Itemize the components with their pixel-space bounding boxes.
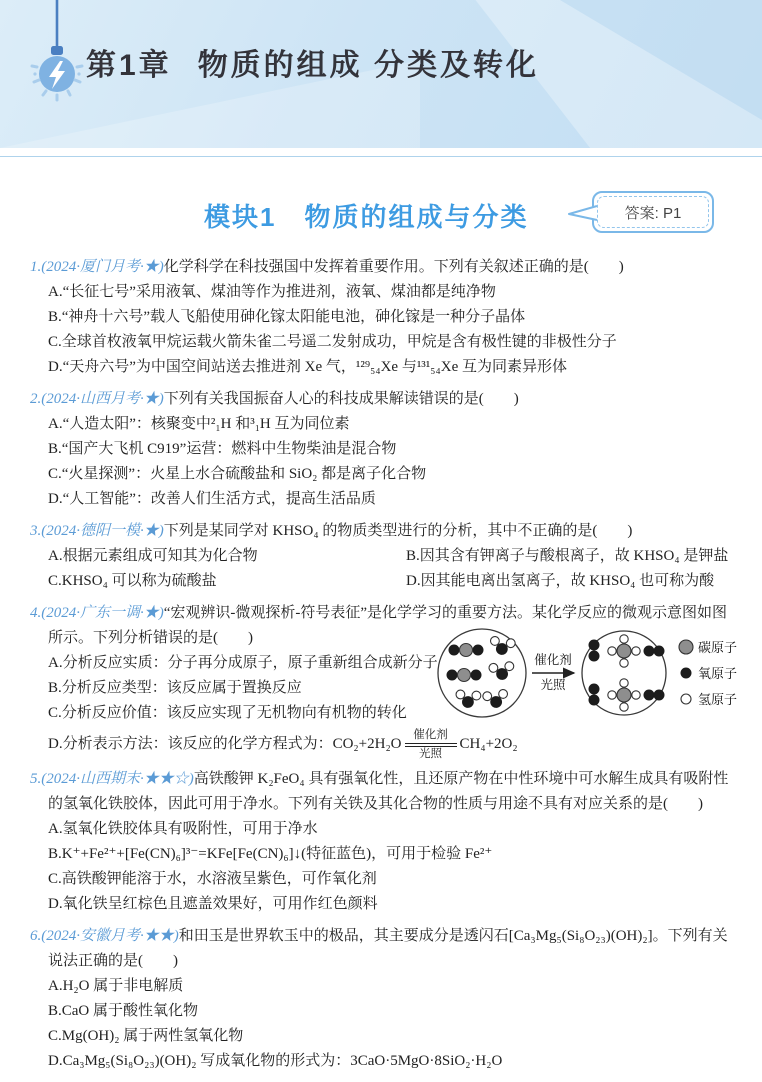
option-c: C.高铁酸钾能溶于水，水溶液呈紫色，可作氧化剂 (48, 871, 377, 888)
question-list (30, 255, 738, 1074)
option-grid (30, 544, 734, 594)
co2-molecule (447, 669, 481, 682)
ch4-molecule (608, 635, 640, 667)
question-stem (30, 387, 734, 412)
chapter-banner (0, 0, 762, 148)
h2o-molecule (489, 636, 516, 656)
callout-pointer-icon (568, 203, 598, 223)
option-c: C.全球首枚液氧甲烷运载火箭朱雀二号遥二发射成功，甲烷是含有极性键的非极性分子 (48, 334, 617, 350)
option-c: C.“火星探测”：火星上水合硫酸盐和 SiO₂ 都是离子化合物 (48, 466, 427, 482)
o2-molecule (589, 684, 599, 705)
question-stem (30, 767, 734, 817)
oxygen-legend-label: 氧原子 (698, 666, 738, 681)
question-ref: 4.(2024·广东一调·★) (30, 605, 164, 621)
o2-molecule (644, 646, 664, 656)
h2o-molecule (482, 689, 509, 709)
option-b: B.CaO 属于酸性氧化物 (48, 1003, 199, 1020)
equation-light: 光照 (419, 747, 443, 760)
question-stem (30, 924, 734, 974)
question-5 (30, 767, 734, 917)
equation-left: D.分析表示方法：该反应的化学方程式为：CO₂+2H₂O (48, 736, 402, 753)
chapter-number: 第1章 (86, 49, 172, 82)
option-c: C.KHSO₄ 可以称为硫酸盐 (48, 573, 217, 589)
reaction-micro-diagram (434, 623, 754, 739)
carbon-legend-icon (679, 640, 693, 654)
stem-text: 化学科学在科技强国中发挥着重要作用。下列有关叙述正确的是( ) (163, 259, 624, 275)
option-d: D.Ca₃Mg₅(Si₈O₂₃)(OH)₂ 写成氧化物的形式为：3CaO·5MgO·8SiO₂·H₂O (48, 1053, 503, 1070)
option-b: B.K⁺+Fe²⁺+[Fe(CN)₆]³⁻=KFe[Fe(CN)₆]↓(特征蓝色)，可用于检验 Fe²⁺ (48, 846, 493, 863)
lightbulb-icon (26, 0, 92, 112)
option-c: C.Mg(OH)₂ 属于两性氢氧化物 (48, 1028, 244, 1045)
question-4 (30, 601, 738, 760)
o2-molecule (589, 640, 599, 661)
option-d: D.氧化铁呈红棕色且遮盖效果好，可用作红色颜料 (48, 896, 378, 913)
question-6 (30, 924, 734, 1074)
option-a: A.根据元素组成可知其为化合物 (48, 548, 258, 564)
option-d: D.“天舟六号”为中国空间站送去推进剂 Xe 气，¹²⁹₅₄Xe 与¹³¹₅₄Xe 互为同素异形体 (48, 359, 568, 375)
arrow-condition-top: 催化剂 (534, 653, 572, 667)
chapter-title (86, 40, 539, 84)
answer-reference: 答案: P1 (597, 196, 709, 228)
equation-catalyst: 催化剂 (413, 729, 448, 741)
stem-text: 高铁酸钾 K₂FeO₄ 具有强氧化性，且还原产物在中性环境中可水解生成具有吸附性的氢氧化铁胶体，因此可用于净水。下列有关铁及其化合物的性质与用途不具有对应关系的是( ) (48, 771, 729, 813)
question-ref: 1.(2024·厦门月考·★) (30, 259, 164, 275)
question-ref: 6.(2024·安徽月考·★★) (30, 928, 179, 945)
stem-text: 和田玉是世界软玉中的极品，其主要成分是透闪石[Ca₃Mg₅(Si₈O₂₃)(OH)₂]。下列有关说法正确的是( ) (48, 928, 728, 970)
h2o-molecule (489, 661, 515, 680)
question-ref: 2.(2024·山西月考·★) (30, 391, 164, 407)
oxygen-legend-icon (681, 668, 691, 678)
question-3 (30, 519, 734, 594)
option-d: D.“人工智能”：改善人们生活方式，提高生活品质 (48, 491, 376, 507)
option-a: A.H₂O 属于非电解质 (48, 978, 184, 995)
option-a: A.“人造太阳”：核聚变中²₁H 和³₁H 互为同位素 (48, 416, 350, 432)
stem-text: “宏观辨识-微观探析-符号表征”是化学学习的重要方法。某化学反应的微观示意图如图所示。下列分析错误的是( ) (48, 605, 728, 646)
question-ref: 3.(2024·德阳一模·★) (30, 523, 164, 539)
banner-divider (0, 148, 762, 156)
ch4-molecule (608, 679, 640, 711)
option-b: B.“国产大飞机 C919”运营：燃料中生物柴油是混合物 (48, 441, 397, 457)
option-d: D.因其能电离出氢离子，故 KHSO₄ 也可称为酸 (406, 573, 715, 589)
module-title: 模块1 物质的组成与分类 (204, 202, 529, 232)
option-b: B.“神舟十六号”载人飞船使用砷化镓太阳能电池，砷化镓是一种分子晶体 (48, 309, 526, 325)
banner-rule (0, 156, 762, 157)
answer-callout (592, 191, 714, 233)
option-b: B.因其含有钾离子与酸根离子，故 KHSO₄ 是钾盐 (406, 548, 729, 564)
stem-text: 下列是某同学对 KHSO₄ 的物质类型进行的分析，其中不正确的是( ) (163, 523, 633, 539)
arrow-condition-bottom: 光照 (540, 678, 566, 692)
question-ref: 5.(2024·山西期末·★★☆) (30, 771, 194, 788)
question-stem (30, 255, 734, 280)
equation-right: CH₄+2O₂ (459, 736, 518, 753)
option-a: A.“长征七号”采用液氧、煤油等作为推进剂，液氧、煤油都是纯净物 (48, 284, 496, 300)
co2-molecule (449, 644, 483, 657)
option-a: A.分析反应实质：分子再分成原子，原子重新组合成新分子 (48, 655, 438, 671)
question-2 (30, 387, 734, 512)
question-1 (30, 255, 734, 380)
carbon-legend-label: 碳原子 (698, 640, 738, 655)
chapter-name: 物质的组成 分类及转化 (197, 49, 540, 82)
option-b: B.分析反应类型：该反应属于置换反应 (48, 680, 302, 696)
o2-molecule (644, 690, 664, 700)
module-header (0, 193, 762, 243)
hydrogen-legend-icon (681, 694, 691, 704)
option-a: A.氢氧化铁胶体具有吸附性，可用于净水 (48, 821, 318, 838)
hydrogen-legend-label: 氢原子 (698, 692, 738, 707)
stem-text: 下列有关我国振奋人心的科技成果解读错误的是( ) (163, 391, 519, 407)
question-stem (30, 519, 734, 544)
h2o-molecule (455, 690, 481, 708)
equals-double-line (405, 743, 457, 747)
option-c: C.分析反应价值：该反应实现了无机物向有机物的转化 (48, 705, 407, 721)
